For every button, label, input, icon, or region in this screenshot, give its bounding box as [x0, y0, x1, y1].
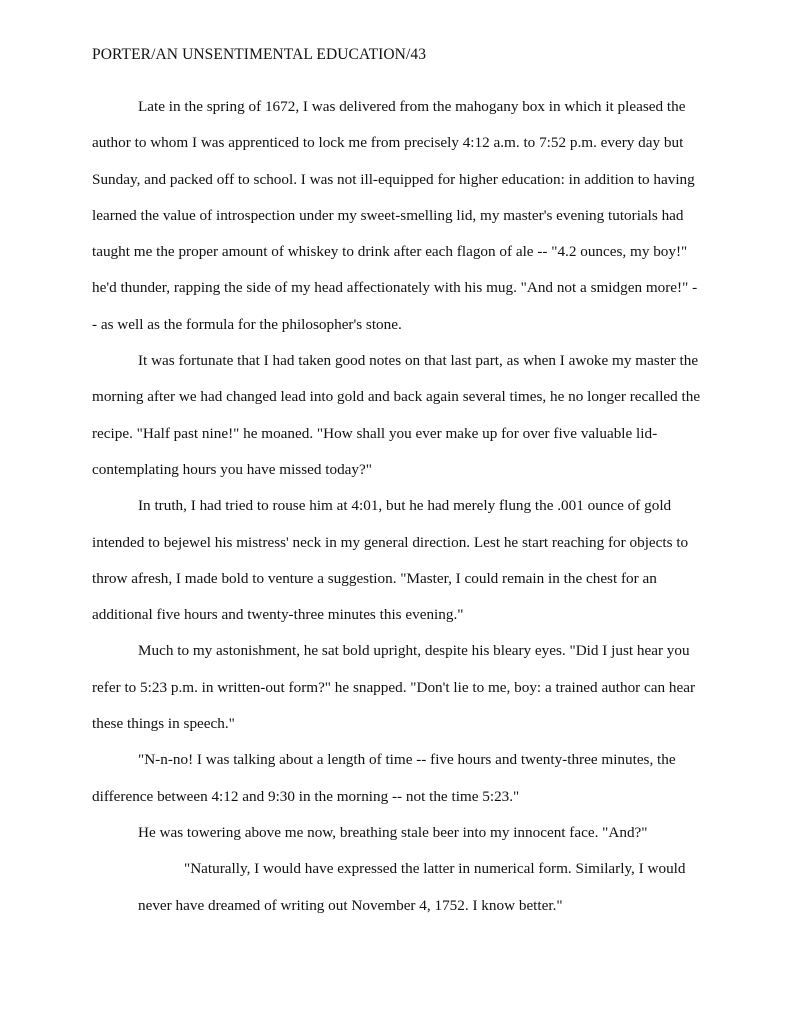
paragraph-7: "Naturally, I would have expressed the latter in numerical form. Similarly, I would never have dreamed of writing out November 4, 1752. I know better." [138, 860, 686, 914]
body-text [92, 89, 702, 924]
paragraph-5: "N-n-no! I was talking about a length of time -- five hours and twenty-three minutes, the difference between 4:12 and 9:30 in the morning -- not the time 5:23." [92, 751, 676, 805]
paragraph-6: He was towering above me now, breathing stale beer into my innocent face. "And?" [138, 823, 648, 841]
paragraph-3: In truth, I had tried to rouse him at 4:01, but he had merely flung the .001 ounce of gold intended to bejewel his mistress' neck in my general direction. Lest he start reaching for objects to throw afresh, I made bold to venture a suggestion. "Master, I could remain in the chest for an additional five hours and twenty-three minutes this evening." [92, 497, 689, 624]
paragraph-1: Late in the spring of 1672, I was delivered from the mahogany box in which it pleased the author to whom I was apprenticed to lock me from precisely 4:12 a.m. to 7:52 p.m. every day but Sunday, and packed off to school. I was not ill-equipped for higher education: in addition to having learned the value of introspection under my sweet-smelling lid, my master's evening tutorials had taught me the proper amount of whiskey to drink after each flagon of ale -- "4.2 ounces, my boy!" he'd thunder, rapping the side of my head affectionately with his mug. "And not a smidgen more!" -- as well as the formula for the philosopher's stone. [92, 98, 698, 333]
paragraph-4: Much to my astonishment, he sat bold upright, despite his bleary eyes. "Did I just hear you refer to 5:23 p.m. in written-out form?" he snapped. "Don't lie to me, boy: a trained author can hear these things in speech." [92, 642, 696, 733]
running-head: PORTER/AN UNSENTIMENTAL EDUCATION/43 [92, 46, 427, 63]
paragraph-2: It was fortunate that I had taken good notes on that last part, as when I awoke my master the morning after we had changed lead into gold and back again several times, he no longer recalled the recipe. "Half past nine!" he moaned. "How shall you ever make up for over five valuable lid-contemplating hours you have missed today?" [92, 352, 701, 478]
